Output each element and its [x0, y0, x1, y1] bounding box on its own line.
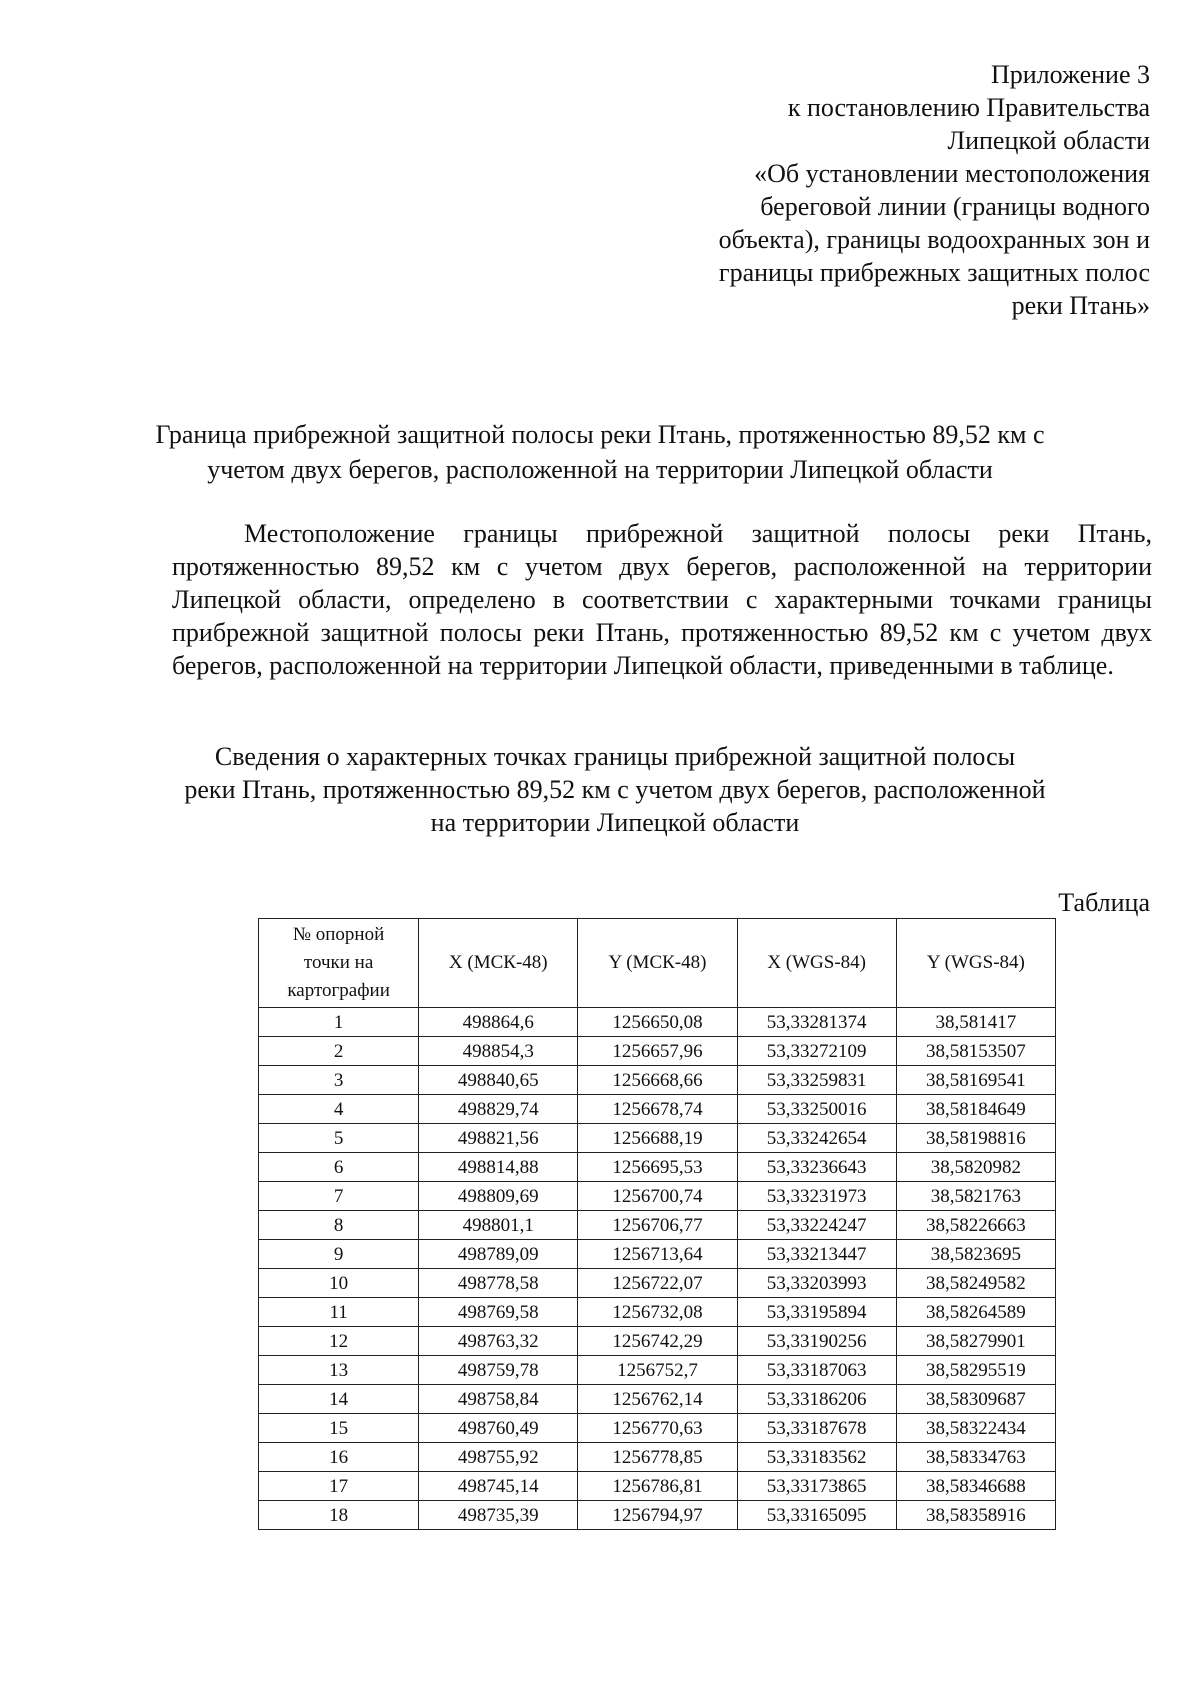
- header-point-number: [259, 919, 419, 1008]
- cell-x-msk: 498801,1: [419, 1211, 578, 1240]
- table-row: [259, 1472, 1056, 1501]
- cell-x-msk: 498829,74: [419, 1095, 578, 1124]
- cell-x-msk: 498735,39: [419, 1501, 578, 1530]
- cell-y-msk: 1256732,08: [578, 1298, 737, 1327]
- cell-point-number: 1: [259, 1008, 419, 1037]
- cell-y-msk: 1256762,14: [578, 1385, 737, 1414]
- cell-y-wgs: 38,58249582: [896, 1269, 1055, 1298]
- cell-x-wgs: 53,33259831: [737, 1066, 896, 1095]
- table-label: Таблица: [1058, 888, 1150, 917]
- cell-point-number: 18: [259, 1501, 419, 1530]
- appendix-line: Приложение 3: [990, 60, 1150, 89]
- table-row: [259, 1414, 1056, 1443]
- cell-y-wgs: 38,58169541: [896, 1066, 1055, 1095]
- cell-point-number: 11: [259, 1298, 419, 1327]
- cell-y-msk: 1256650,08: [578, 1008, 737, 1037]
- cell-point-number: 3: [259, 1066, 419, 1095]
- cell-y-wgs: 38,581417: [896, 1008, 1055, 1037]
- cell-y-wgs: 38,58358916: [896, 1501, 1055, 1530]
- cell-x-msk: 498745,14: [419, 1472, 578, 1501]
- table-caption: [180, 740, 1050, 839]
- cell-x-msk: 498814,88: [419, 1153, 578, 1182]
- cell-x-msk: 498864,6: [419, 1008, 578, 1037]
- cell-x-wgs: 53,33272109: [737, 1037, 896, 1066]
- body-paragraph: Местоположение границы прибрежной защитной полосы реки Птань, протяженностью 89,52 км с учетом двух берегов, расположенной на территории Липецкой области, определено в соответствии с характерными точками границы прибрежной защитной полосы реки Птань, протяженностью 89,52 км с учетом двух берегов, расположенной на территории Липецкой области, приведенными в таблице.: [172, 519, 1152, 680]
- cell-point-number: 5: [259, 1124, 419, 1153]
- cell-y-msk: 1256794,97: [578, 1501, 737, 1530]
- cell-x-msk: 498755,92: [419, 1443, 578, 1472]
- cell-x-msk: 498854,3: [419, 1037, 578, 1066]
- header-x-msk: X (МСК-48): [419, 919, 578, 1008]
- cell-x-msk: 498759,78: [419, 1356, 578, 1385]
- cell-y-wgs: 38,58309687: [896, 1385, 1055, 1414]
- appendix-line: «Об установлении местоположения: [754, 159, 1150, 188]
- cell-x-wgs: 53,33190256: [737, 1327, 896, 1356]
- cell-y-msk: 1256678,74: [578, 1095, 737, 1124]
- header-x-wgs: X (WGS-84): [737, 919, 896, 1008]
- cell-x-wgs: 53,33195894: [737, 1298, 896, 1327]
- cell-x-wgs: 53,33213447: [737, 1240, 896, 1269]
- table-row: [259, 1327, 1056, 1356]
- document-title: [150, 417, 1050, 487]
- table-row: [259, 1095, 1056, 1124]
- cell-point-number: 8: [259, 1211, 419, 1240]
- cell-point-number: 13: [259, 1356, 419, 1385]
- cell-y-wgs: 38,58334763: [896, 1443, 1055, 1472]
- cell-y-msk: 1256752,7: [578, 1356, 737, 1385]
- cell-x-wgs: 53,33165095: [737, 1501, 896, 1530]
- cell-x-wgs: 53,33186206: [737, 1385, 896, 1414]
- cell-y-wgs: 38,5821763: [896, 1182, 1055, 1211]
- table-row: [259, 1385, 1056, 1414]
- cell-point-number: 16: [259, 1443, 419, 1472]
- appendix-line: реки Птань»: [1011, 291, 1150, 320]
- caption-line: реки Птань, протяженностью 89,52 км с учетом двух берегов, расположенной: [184, 775, 1046, 804]
- cell-x-msk: 498758,84: [419, 1385, 578, 1414]
- appendix-line: Липецкой области: [947, 126, 1150, 155]
- cell-x-wgs: 53,33173865: [737, 1472, 896, 1501]
- cell-y-wgs: 38,58198816: [896, 1124, 1055, 1153]
- title-line: Граница прибрежной защитной полосы реки Птань, протяженностью 89,52 км с: [155, 420, 1045, 449]
- table-row: [259, 1240, 1056, 1269]
- cell-point-number: 7: [259, 1182, 419, 1211]
- cell-point-number: 4: [259, 1095, 419, 1124]
- cell-x-wgs: 53,33187678: [737, 1414, 896, 1443]
- cell-y-msk: 1256700,74: [578, 1182, 737, 1211]
- cell-y-msk: 1256706,77: [578, 1211, 737, 1240]
- cell-x-msk: 498763,32: [419, 1327, 578, 1356]
- table-row: [259, 1211, 1056, 1240]
- header-y-wgs: Y (WGS-84): [896, 919, 1055, 1008]
- caption-line: Сведения о характерных точках границы прибрежной защитной полосы: [214, 742, 1016, 771]
- cell-y-msk: 1256722,07: [578, 1269, 737, 1298]
- table-row: [259, 1501, 1056, 1530]
- cell-y-wgs: 38,58346688: [896, 1472, 1055, 1501]
- table-row: [259, 1182, 1056, 1211]
- table-row: [259, 1008, 1056, 1037]
- cell-y-wgs: 38,58184649: [896, 1095, 1055, 1124]
- cell-x-msk: 498789,09: [419, 1240, 578, 1269]
- cell-y-wgs: 38,5820982: [896, 1153, 1055, 1182]
- cell-x-wgs: 53,33224247: [737, 1211, 896, 1240]
- cell-y-wgs: 38,58279901: [896, 1327, 1055, 1356]
- cell-y-msk: 1256688,19: [578, 1124, 737, 1153]
- table-body: [259, 1008, 1056, 1530]
- appendix-line: к постановлению Правительства: [787, 93, 1150, 122]
- cell-x-msk: 498821,56: [419, 1124, 578, 1153]
- cell-x-msk: 498760,49: [419, 1414, 578, 1443]
- coordinates-table: [258, 918, 1056, 1530]
- table-row: [259, 1153, 1056, 1182]
- cell-x-wgs: 53,33236643: [737, 1153, 896, 1182]
- cell-x-wgs: 53,33250016: [737, 1095, 896, 1124]
- header-y-msk: Y (МСК-48): [578, 919, 737, 1008]
- cell-point-number: 6: [259, 1153, 419, 1182]
- table-header-row: [259, 919, 1056, 1008]
- table-row: [259, 1037, 1056, 1066]
- cell-y-wgs: 38,58295519: [896, 1356, 1055, 1385]
- title-line: учетом двух берегов, расположенной на территории Липецкой области: [207, 455, 993, 484]
- cell-y-msk: 1256695,53: [578, 1153, 737, 1182]
- cell-y-msk: 1256668,66: [578, 1066, 737, 1095]
- cell-x-wgs: 53,33242654: [737, 1124, 896, 1153]
- cell-point-number: 14: [259, 1385, 419, 1414]
- appendix-line: береговой линии (границы водного: [760, 192, 1150, 221]
- cell-x-wgs: 53,33187063: [737, 1356, 896, 1385]
- caption-line: на территории Липецкой области: [430, 808, 800, 837]
- cell-y-wgs: 38,58226663: [896, 1211, 1055, 1240]
- cell-x-msk: 498769,58: [419, 1298, 578, 1327]
- cell-y-msk: 1256713,64: [578, 1240, 737, 1269]
- cell-y-msk: 1256786,81: [578, 1472, 737, 1501]
- appendix-header: [590, 58, 1150, 322]
- cell-y-wgs: 38,5823695: [896, 1240, 1055, 1269]
- cell-x-wgs: 53,33231973: [737, 1182, 896, 1211]
- cell-y-msk: 1256742,29: [578, 1327, 737, 1356]
- header-line: картографии: [287, 980, 390, 1001]
- cell-x-msk: 498809,69: [419, 1182, 578, 1211]
- cell-x-msk: 498840,65: [419, 1066, 578, 1095]
- cell-point-number: 15: [259, 1414, 419, 1443]
- appendix-line: границы прибрежных защитных полос: [718, 258, 1150, 287]
- table-row: [259, 1298, 1056, 1327]
- cell-y-wgs: 38,58322434: [896, 1414, 1055, 1443]
- cell-y-msk: 1256657,96: [578, 1037, 737, 1066]
- cell-point-number: 9: [259, 1240, 419, 1269]
- cell-y-wgs: 38,58153507: [896, 1037, 1055, 1066]
- cell-point-number: 2: [259, 1037, 419, 1066]
- cell-point-number: 12: [259, 1327, 419, 1356]
- appendix-line: объекта), границы водоохранных зон и: [718, 225, 1150, 254]
- cell-y-msk: 1256770,63: [578, 1414, 737, 1443]
- table-row: [259, 1269, 1056, 1298]
- cell-x-wgs: 53,33203993: [737, 1269, 896, 1298]
- cell-x-wgs: 53,33183562: [737, 1443, 896, 1472]
- header-line: точки на: [303, 952, 374, 973]
- cell-point-number: 17: [259, 1472, 419, 1501]
- cell-point-number: 10: [259, 1269, 419, 1298]
- table-row: [259, 1443, 1056, 1472]
- cell-x-msk: 498778,58: [419, 1269, 578, 1298]
- table-row: [259, 1356, 1056, 1385]
- header-line: № опорной: [292, 924, 385, 945]
- table-row: [259, 1124, 1056, 1153]
- table-row: [259, 1066, 1056, 1095]
- cell-y-msk: 1256778,85: [578, 1443, 737, 1472]
- cell-x-wgs: 53,33281374: [737, 1008, 896, 1037]
- cell-y-wgs: 38,58264589: [896, 1298, 1055, 1327]
